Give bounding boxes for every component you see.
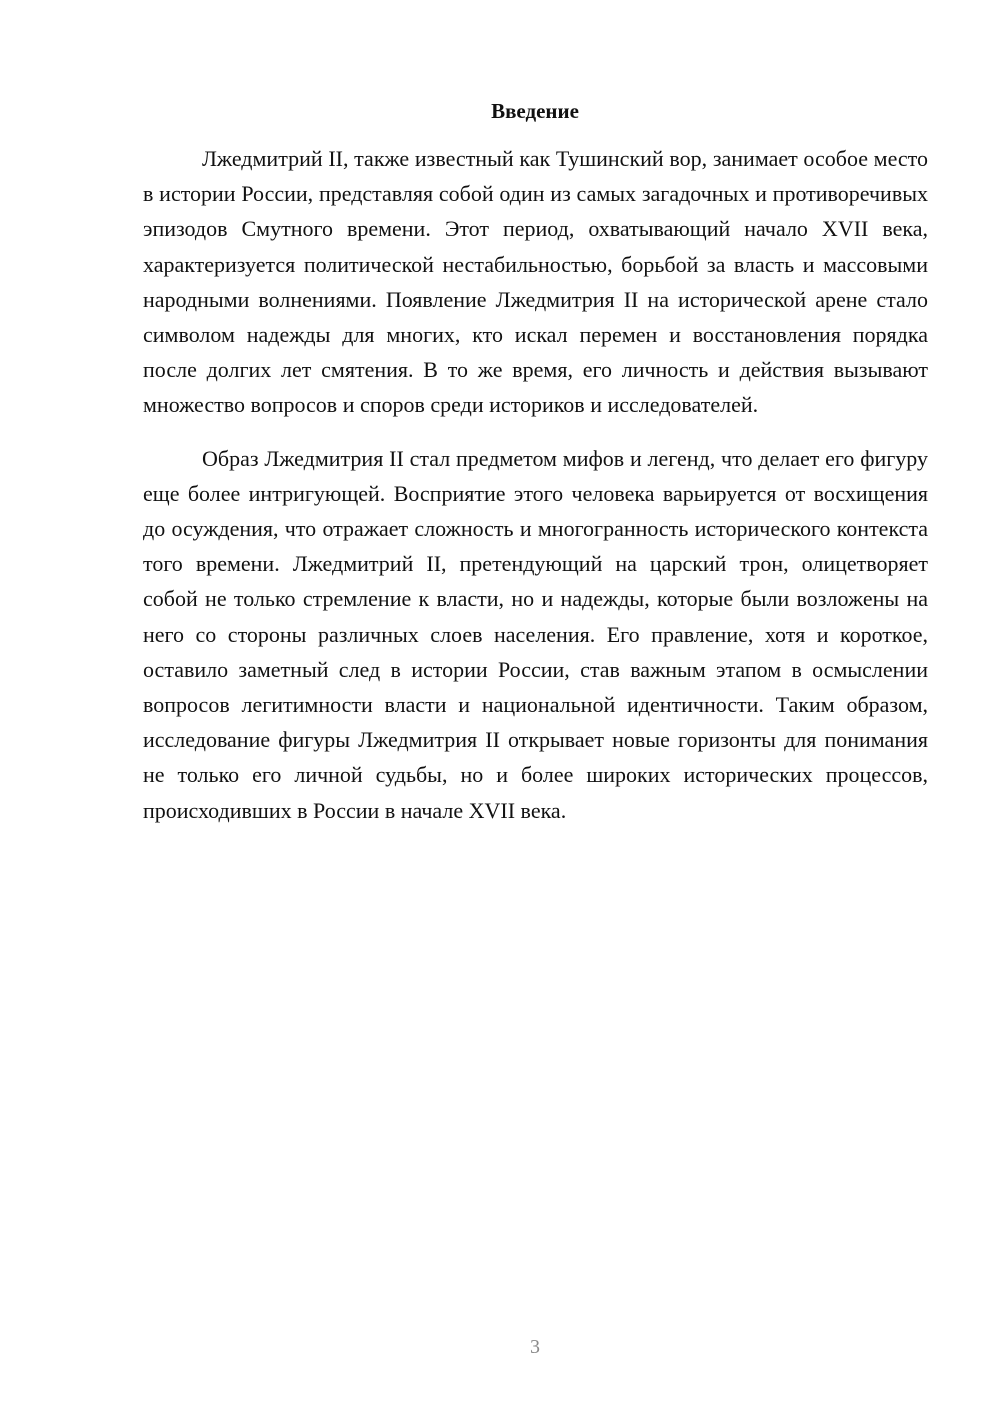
page-title: Введение bbox=[491, 99, 579, 123]
document-body bbox=[143, 141, 928, 828]
page-number: 3 bbox=[530, 1336, 540, 1358]
paragraph-2: Образ Лжедмитрия II стал предметом мифов и легенд, что делает его фигуру еще более интригующей. Восприятие этого человека варьируется от восхищения до осуждения, что отражает сложность и многогранность исторического контекста того времени. Лжедмитрий II, претендующий на царский трон, олицетворяет собой не только стремление к власти, но и надежды, которые были возложены на него со стороны различных слоев населения. Его правление, хотя и короткое, оставило заметный след в истории России, став важным этапом в осмыслении вопросов легитимности власти и национальной идентичности. Таким образом, исследование фигуры Лжедмитрия II открывает новые горизонты для понимания не только его личной судьбы, но и более широких исторических процессов, происходивших в России в начале XVII века. bbox=[143, 445, 928, 823]
paragraph-1: Лжедмитрий II, также известный как Тушинский вор, занимает особое место в истории России, представляя собой один из самых загадочных и противоречивых эпизодов Смутного времени. Этот период, охватывающий начало XVII века, характеризуется политической нестабильностью, борьбой за власть и массовыми народными волнениями. Появление Лжедмитрия II на исторической арене стало символом надежды для многих, кто искал перемен и восстановления порядка после долгих лет смятения. В то же время, его личность и действия вызывают множество вопросов и споров среди историков и исследователей. bbox=[143, 146, 928, 418]
